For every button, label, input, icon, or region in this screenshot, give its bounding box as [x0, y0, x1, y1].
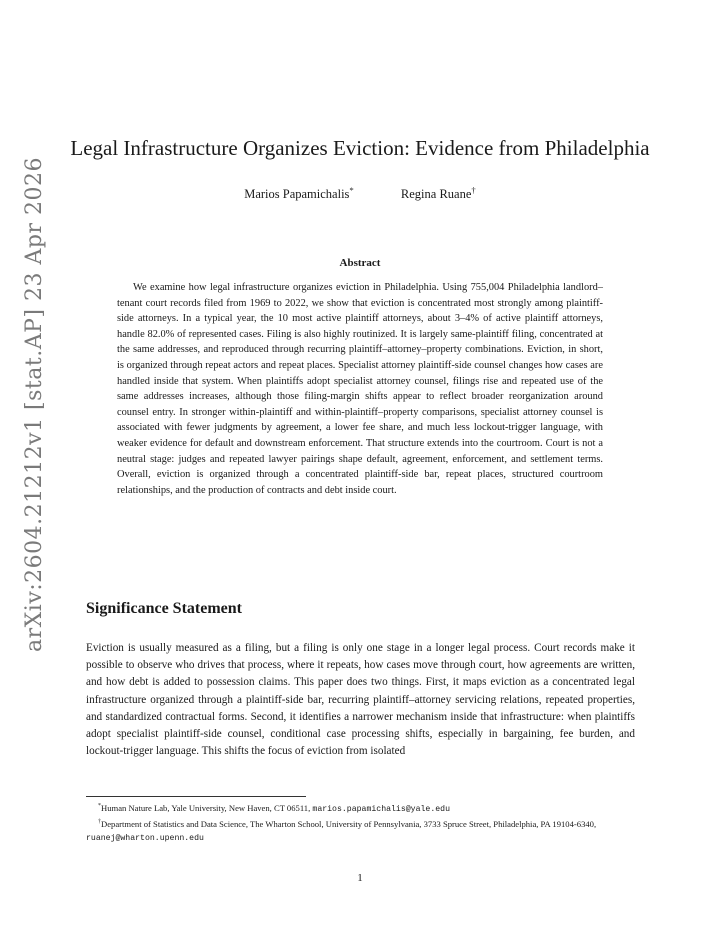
arxiv-identifier: arXiv:2604.21212v1 [stat.AP] 23 Apr 2026	[22, 157, 47, 652]
footnote-mark: †	[98, 819, 102, 826]
footnote-text: Human Nature Lab, Yale University, New Haven, CT 06511,	[101, 802, 311, 813]
author-list	[60, 185, 660, 202]
author-name: Regina Ruane	[400, 187, 472, 202]
footnote	[86, 816, 635, 845]
author-mark: *	[349, 185, 354, 195]
author-name: Marios Papamichalis	[244, 187, 350, 202]
section-heading: Significance Statement	[86, 600, 242, 617]
footnotes	[86, 800, 635, 845]
page-number: 1	[357, 872, 363, 884]
abstract-text: We examine how legal infrastructure organizes eviction in Philadelphia. Using 755,004 Philadelphia landlord–tenant court records filed from 1969 to 2022, we show that eviction is concentrated most strongly among plaintiff-side attorneys. In a typical year, the 10 most active plaintiff attorneys, about 3–4% of active plaintiff attorneys, handle 82.0% of represented cases. Filing is also highly routinized. It is largely same-plaintiff filing, concentrated at the same addresses, and reproduced through recurring plaintiff–attorney–property combinations. Eviction, in short, is organized through repeat actors and repeat places. Specialist attorney plaintiff-side counsel changes how cases are handled inside that system. When plaintiffs adopt specialist attorney counsel, filings rise and repeated use of the same addresses increases, although those filing-margin shifts appear to reflect broader reorganization around counsel entry. In stronger within-plaintiff and within-plaintiff–property comparisons, specialist attorney counsel is associated with fewer judgments by agreement, a lower fee share, and much less lockout-trigger language, with weaker evidence for default and downstream enforcement. That structure extends into the courtroom. Court is not a neutral stage: judges and repeated lawyer pairings shape default, agreement, enforcement, and settlement terms. Overall, eviction is organized through a concentrated plaintiff-side bar, repeat places, structured courtroom relationships, and the production of contracts and debt inside court.	[117, 282, 603, 496]
footnote-rule	[86, 796, 306, 797]
author	[401, 185, 476, 202]
footnote-email[interactable]: ruanej@wharton.upenn.edu	[86, 833, 204, 843]
footnote-text: Department of Statistics and Data Science, The Wharton School, University of Pennsylvania, 3733 Spruce Street, Philadelphia, PA 19104-6340,	[101, 819, 597, 830]
significance-text: Eviction is usually measured as a filing, but a filing is only one stage in a longer legal process. Court records make it possible to observe who drives that process, where it repeats, how cases move through court, how agreements are written, and how debt is added to possession claims. This paper does two things. First, it maps eviction as a concentrated legal infrastructure organized through a plaintiff-side bar, recurring plaintiff–attorney servicing relations, repeated properties, and standardized contractual forms. Second, it identifies a narrower mechanism inside that infrastructure: when plaintiffs adopt specialist plaintiff-side counsel, conditional case processing shifts, especially in bargaining, fee burden, and lockout-trigger language. This shifts the focus of eviction from isolated	[86, 642, 635, 758]
author-mark: †	[471, 185, 476, 195]
author	[244, 185, 354, 202]
abstract-heading: Abstract	[339, 257, 381, 269]
paper-title: Legal Infrastructure Organizes Eviction: Evidence from Philadelphia	[70, 136, 650, 160]
footnote-mark: *	[98, 803, 102, 809]
footnote	[86, 800, 635, 816]
footnote-email[interactable]: marios.papamichalis@yale.edu	[312, 804, 450, 814]
